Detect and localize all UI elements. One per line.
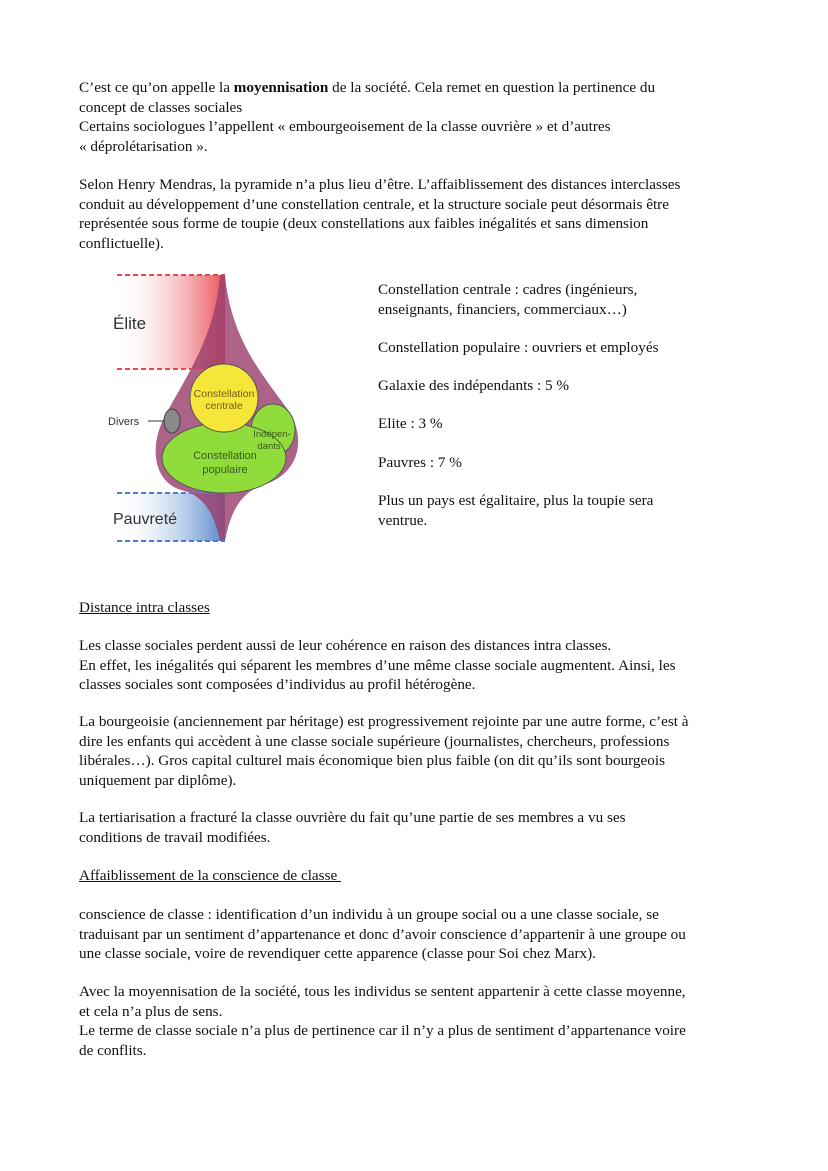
- independants-label-line2: dants: [257, 441, 281, 452]
- tertiarisation-paragraph: La tertiarisation a fracturé la classe ouvrière du fait qu’une partie de ses membres a vu ses conditions de travail modifiées.: [79, 809, 626, 846]
- legend-elite: Elite : 3 %: [378, 415, 443, 432]
- legend-pauvres: Pauvres : 7 %: [378, 454, 462, 471]
- divers-ellipse: [164, 409, 180, 433]
- mendras-paragraph: [79, 175, 759, 253]
- paragraph-line: conflictuelle).: [79, 234, 164, 252]
- conscience-definition-paragraph: conscience de classe : identification d’un individu à un groupe social ou a une classe sociale, se traduisant par un sentiment d’appartenance et donc d’avoir conscience d’appartenir à une groupe ou une classe sociale, voire de revendiquer cette apparence (classe pour Soi chez Marx).: [79, 906, 686, 963]
- intro-line: C’est ce qu’on appelle la moyennisation de la société. Cela remet en question la pertinence du: [79, 79, 656, 96]
- populaire-label-line2: populaire: [202, 464, 248, 476]
- moyennisation-conclusion-paragraph: Avec la moyennisation de la société, tous les individus se sentent appartenir à cette classe moyenne, et cela n’a plus de sens. Le terme de classe sociale n’a plus de pertinence car il n’y a plus de sentiment d’appartenance voire de conflits.: [79, 983, 686, 1059]
- legend-constellation-centrale: Constellation centrale : cadres (ingénieurs, enseignants, financiers, commerciaux…): [378, 281, 638, 318]
- centrale-label-line1: Constellation: [193, 388, 255, 400]
- paragraph-line: conduit au développement d’une constellation centrale, et la structure sociale peut désormais être: [79, 195, 669, 213]
- legend-independants: Galaxie des indépendants : 5 %: [378, 377, 570, 394]
- elite-label: Élite: [113, 314, 147, 333]
- section-heading-conscience-de-classe: Affaiblissement de la conscience de classe: [79, 867, 342, 884]
- intro-line: Certains sociologues l’appellent « embourgeoisement de la classe ouvrière » et d’autres: [79, 118, 611, 136]
- intro-line: « déprolétarisation ».: [79, 137, 208, 155]
- toupie-diagram: [103, 270, 303, 545]
- pauvrete-label: Pauvreté: [113, 511, 178, 528]
- legend-egalitaire-note: Plus un pays est égalitaire, plus la toupie sera ventrue.: [378, 492, 654, 529]
- intro-line: concept de classes sociales: [79, 98, 243, 116]
- divers-label: Divers: [108, 416, 140, 428]
- centrale-label-line2: centrale: [205, 400, 243, 412]
- bourgeoisie-paragraph: La bourgeoisie (anciennement par héritage) est progressivement rejointe par une autre forme, c’est à dire les enfants qui accèdent à une classe sociale supérieure (journalistes, chercheurs, professions libérales…). Gros capital culturel mais économique bien plus faible (on dit qu’ils sont bourgeois uniquement par diplôme).: [79, 713, 689, 789]
- keyword-moyennisation: moyennisation: [233, 79, 329, 96]
- paragraph-line: Selon Henry Mendras, la pyramide n’a plus lieu d’être. L’affaiblissement des distances interclasses: [79, 176, 681, 193]
- legend-constellation-populaire: Constellation populaire : ouvriers et employés: [378, 339, 659, 356]
- independants-label-line1: Indépen-: [253, 429, 291, 440]
- intro-paragraph: [79, 78, 759, 156]
- paragraph-line: représentée sous forme de toupie (deux constellations aux faibles inégalités et sans dimension: [79, 215, 649, 233]
- section-heading-distance-intra-classes: Distance intra classes: [79, 599, 210, 616]
- intra-classes-paragraph: Les classe sociales perdent aussi de leur cohérence en raison des distances intra classes. En effet, les inégalités qui séparent les membres d’une même classe sociale augmentent. Ainsi, les classes sociales sont composées d’individus au profil hétérogène.: [79, 637, 676, 694]
- populaire-label-line1: Constellation: [193, 450, 257, 462]
